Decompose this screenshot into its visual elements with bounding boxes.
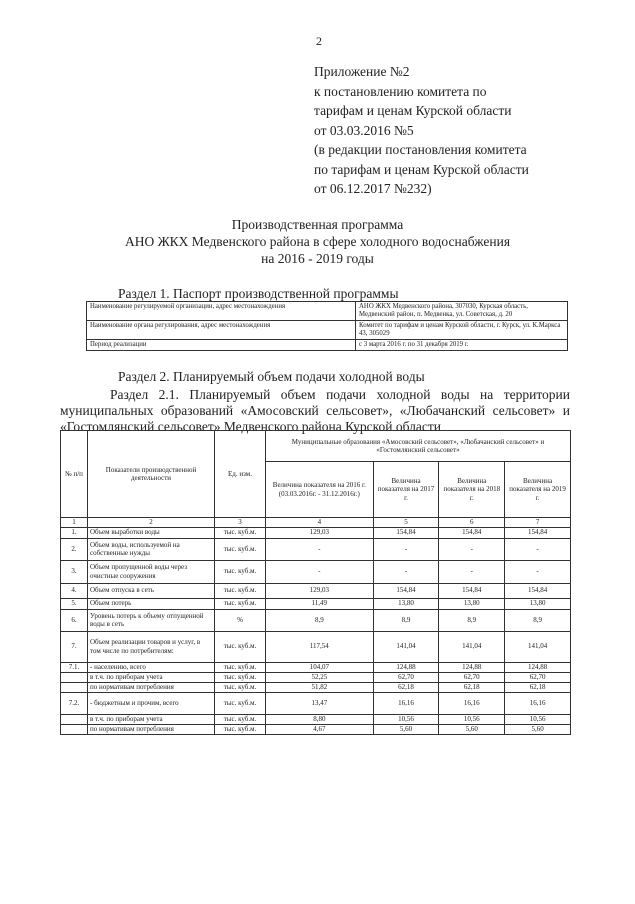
row-value: 51,82 <box>266 682 374 692</box>
colnum: 4 <box>266 518 374 528</box>
row-value: 10,56 <box>439 714 505 724</box>
volume-table <box>60 430 571 735</box>
row-value: 5,60 <box>505 724 571 734</box>
row-name: Уровень потерь к объему отпущенной воды в сеть <box>88 609 215 631</box>
row-value: 8,80 <box>266 714 374 724</box>
appendix-line: к постановлению комитета по <box>314 83 487 99</box>
header-num: № п/п <box>61 431 88 518</box>
table-row <box>87 321 568 340</box>
row-value: - <box>439 560 505 583</box>
table-header-row <box>61 431 571 462</box>
table-row <box>87 340 568 351</box>
header-year: Величина показателя на 2017 г. <box>373 462 439 518</box>
row-value: 104,07 <box>266 662 374 672</box>
row-value: 13,80 <box>439 598 505 609</box>
row-unit: тыс. куб.м. <box>215 598 266 609</box>
row-name: Объем потерь <box>88 598 215 609</box>
row-num: 2. <box>61 538 88 560</box>
row-num <box>61 672 88 682</box>
appendix-block <box>314 62 529 199</box>
table-row <box>61 631 571 662</box>
passport-label: Период реализации <box>87 340 356 351</box>
row-value: 5,60 <box>439 724 505 734</box>
row-value: 154,84 <box>505 583 571 598</box>
row-value: 154,84 <box>439 527 505 538</box>
row-unit: % <box>215 609 266 631</box>
row-value: 13,80 <box>373 598 439 609</box>
row-value: 62,70 <box>373 672 439 682</box>
row-value: 8,9 <box>439 609 505 631</box>
row-value: 124,88 <box>373 662 439 672</box>
row-num: 3. <box>61 560 88 583</box>
table-row <box>61 724 571 734</box>
row-value: 5,60 <box>373 724 439 734</box>
row-num: 1. <box>61 527 88 538</box>
row-value: 8,9 <box>266 609 374 631</box>
row-unit: тыс. куб.м. <box>215 538 266 560</box>
row-value: - <box>505 560 571 583</box>
passport-table <box>86 301 568 351</box>
appendix-line: по тарифам и ценам Курской области <box>314 161 529 177</box>
row-value: - <box>439 538 505 560</box>
row-unit: тыс. куб.м. <box>215 560 266 583</box>
header-unit: Ед. изм. <box>215 431 266 518</box>
header-indicator: Показатели производственной деятельности <box>88 431 215 518</box>
row-value: 13,47 <box>266 692 374 714</box>
title-line: Производственная программа <box>231 217 404 232</box>
table-row <box>61 560 571 583</box>
row-unit: тыс. куб.м. <box>215 692 266 714</box>
appendix-line: тарифам и ценам Курской области <box>314 103 512 118</box>
row-name: Объем отпуска в сеть <box>88 583 215 598</box>
row-num <box>61 724 88 734</box>
row-value: 62,18 <box>373 682 439 692</box>
row-unit: тыс. куб.м. <box>215 682 266 692</box>
row-name: Объем пропущенной воды через очистные сооружения <box>88 560 215 583</box>
table-row <box>61 583 571 598</box>
row-value: 129,03 <box>266 527 374 538</box>
row-value: 16,16 <box>373 692 439 714</box>
row-value: - <box>505 538 571 560</box>
row-name: Объем воды, используемой на собственные нужды <box>88 538 215 560</box>
row-unit: тыс. куб.м. <box>215 724 266 734</box>
appendix-line: от 06.12.2017 №232) <box>314 181 432 196</box>
colnum: 7 <box>505 518 571 528</box>
table-row <box>61 662 571 672</box>
colnum-row <box>61 518 571 528</box>
appendix-line: Приложение №2 <box>314 64 410 79</box>
row-value: 10,56 <box>505 714 571 724</box>
row-value: 154,84 <box>439 583 505 598</box>
row-value: 62,70 <box>439 672 505 682</box>
section2-heading: Раздел 2. Планируемый объем подачи холодной воды <box>118 369 425 384</box>
table-row <box>61 714 571 724</box>
row-unit: тыс. куб.м. <box>215 583 266 598</box>
row-value: 154,84 <box>373 583 439 598</box>
row-value: - <box>373 560 439 583</box>
title-line: АНО ЖКХ Медвенского района в сфере холодного водоснабжения <box>124 234 511 249</box>
colnum: 1 <box>61 518 88 528</box>
appendix-line: от 03.03.2016 №5 <box>314 122 414 138</box>
header-year: Величина показателя на 2019 г. <box>505 462 571 518</box>
row-value: 154,84 <box>373 527 439 538</box>
section21-subheading: Раздел 2.1. Планируемый объем подачи холодной воды на территории муниципальных образований «Амосовский сельсовет», «Любачанский сельсовет» и «Гостомлянский сельсовет» Медвенского района Курской области <box>60 387 570 434</box>
row-value: 62,18 <box>439 682 505 692</box>
colnum: 5 <box>373 518 439 528</box>
row-name: в т.ч. по приборам учета <box>88 714 215 724</box>
row-value: 141,04 <box>505 631 571 662</box>
row-name: Объем выработки воды <box>88 527 215 538</box>
row-value: 117,54 <box>266 631 374 662</box>
row-name: Объем реализации товаров и услуг, в том числе по потребителям: <box>88 631 215 662</box>
program-title <box>0 216 635 267</box>
row-value: 16,16 <box>505 692 571 714</box>
table-row <box>61 538 571 560</box>
table-row <box>61 672 571 682</box>
header-group: Муниципальные образования «Амосовский сельсовет», «Любачанский сельсовет» и «Гостомлянский сельсовет» <box>266 431 571 462</box>
row-value: 8,9 <box>505 609 571 631</box>
row-value: 8,9 <box>373 609 439 631</box>
row-name: в т.ч. по приборам учета <box>88 672 215 682</box>
section1-heading: Раздел 1. Паспорт производственной программы <box>118 286 399 301</box>
page-number: 2 <box>316 34 322 48</box>
table-row <box>61 692 571 714</box>
colnum: 3 <box>215 518 266 528</box>
row-value: 124,88 <box>505 662 571 672</box>
row-value: 62,70 <box>505 672 571 682</box>
row-num: 4. <box>61 583 88 598</box>
table-row <box>61 598 571 609</box>
row-value: - <box>266 538 374 560</box>
colnum: 2 <box>88 518 215 528</box>
row-name: по нормативам потребления <box>88 682 215 692</box>
table-row <box>87 302 568 321</box>
passport-value: Комитет по тарифам и ценам Курской области, г. Курск, ул. К.Маркса 43, 305029 <box>356 321 568 340</box>
row-unit: тыс. куб.м. <box>215 631 266 662</box>
header-year: Величина показателя на 2018 г. <box>439 462 505 518</box>
row-num <box>61 682 88 692</box>
header-year: Величина показателя на 2016 г. (03.03.2016г. - 31.12.2016г.) <box>266 462 374 518</box>
row-value: 52,25 <box>266 672 374 682</box>
row-value: 4,67 <box>266 724 374 734</box>
row-value: 16,16 <box>439 692 505 714</box>
colnum: 6 <box>439 518 505 528</box>
row-name: - бюджетным и прочим, всего <box>88 692 215 714</box>
row-num: 6. <box>61 609 88 631</box>
row-value: 129,03 <box>266 583 374 598</box>
row-value: 10,56 <box>373 714 439 724</box>
row-num: 7. <box>61 631 88 662</box>
row-value: 124,88 <box>439 662 505 672</box>
table-row <box>61 609 571 631</box>
row-value: 141,04 <box>439 631 505 662</box>
row-value: 13,80 <box>505 598 571 609</box>
row-value: - <box>373 538 439 560</box>
row-value: 62,18 <box>505 682 571 692</box>
row-value: 11,49 <box>266 598 374 609</box>
row-value: 141,04 <box>373 631 439 662</box>
row-num: 7.2. <box>61 692 88 714</box>
row-num: 5. <box>61 598 88 609</box>
passport-label: Наименование регулируемой организации, адрес местонахождения <box>87 302 356 321</box>
table-row <box>61 682 571 692</box>
row-unit: тыс. куб.м. <box>215 714 266 724</box>
passport-value: АНО ЖКХ Медвенского района, 307030, Курская область, Медвенский район, п. Медвенка, ул. Советская, д. 20 <box>356 302 568 321</box>
title-line: на 2016 - 2019 годы <box>261 251 374 266</box>
row-unit: тыс. куб.м. <box>215 672 266 682</box>
row-name: - населению, всего <box>88 662 215 672</box>
row-num: 7.1. <box>61 662 88 672</box>
row-value: 154,84 <box>505 527 571 538</box>
row-value: - <box>266 560 374 583</box>
row-unit: тыс. куб.м. <box>215 527 266 538</box>
section21-text <box>60 387 570 435</box>
row-name: по нормативам потребления <box>88 724 215 734</box>
row-num <box>61 714 88 724</box>
passport-label: Наименование органа регулирования, адрес местонахождения <box>87 321 356 340</box>
appendix-line: (в редакции постановления комитета <box>314 142 527 157</box>
table-row <box>61 527 571 538</box>
passport-value: с 3 марта 2016 г. по 31 декабря 2019 г. <box>356 340 568 351</box>
row-unit: тыс. куб.м. <box>215 662 266 672</box>
